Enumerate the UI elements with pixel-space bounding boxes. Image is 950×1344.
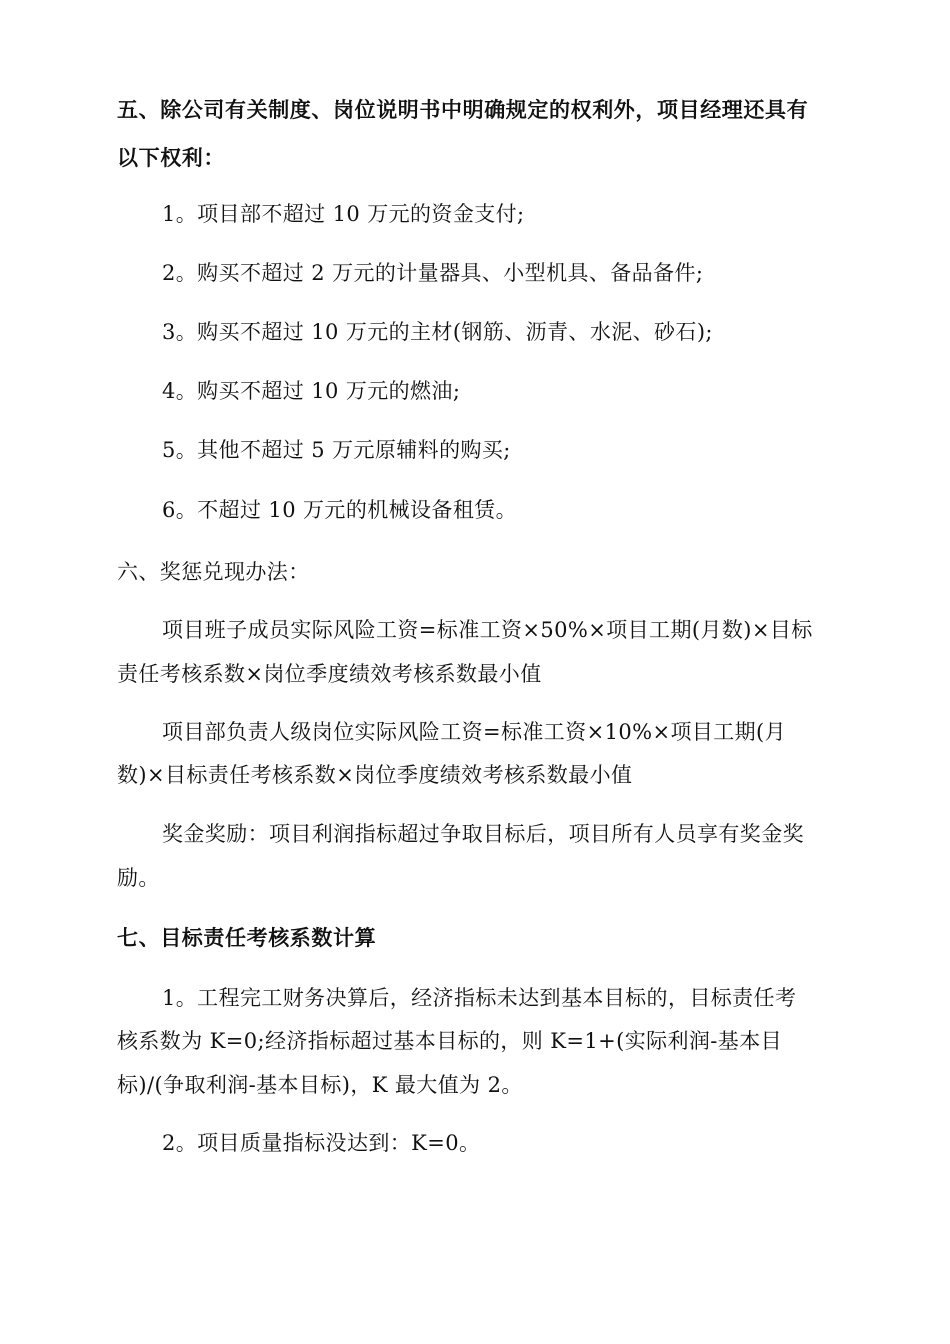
section-5-item-5: 5。其他不超过 5 万元原辅料的购买; (162, 438, 511, 462)
section-6-para-1-line-2: 责任考核系数×岗位季度绩效考核系数最小值 (117, 662, 542, 686)
section-5-heading-line-1: 五、除公司有关制度、岗位说明书中明确规定的权利外，项目经理还具有 (117, 97, 809, 122)
section-6-para-3-line-1: 奖金奖励：项目利润指标超过争取目标后，项目所有人员享有奖金奖 (162, 822, 804, 846)
section-6-para-2-line-1: 项目部负责人级岗位实际风险工资=标准工资×10%×项目工期(月 (162, 720, 787, 744)
section-7-heading: 七、目标责任考核系数计算 (117, 925, 377, 950)
section-7-item-1-line-2: 核系数为 K=0;经济指标超过基本目标的，则 K=1+(实际利润-基本目 (117, 1029, 782, 1053)
section-6-heading: 六、奖惩兑现办法： (117, 560, 310, 584)
section-5-item-4: 4。购买不超过 10 万元的燃油; (162, 379, 461, 403)
section-5-item-2: 2。购买不超过 2 万元的计量器具、小型机具、备品备件; (162, 261, 704, 285)
section-7-item-2: 2。项目质量指标没达到：K=0。 (162, 1131, 481, 1155)
section-5-item-1: 1。项目部不超过 10 万元的资金支付; (162, 202, 525, 226)
section-5-heading-line-2: 以下权利： (117, 145, 225, 170)
section-6-para-3-line-2: 励。 (117, 866, 160, 890)
section-5-item-6: 6。不超过 10 万元的机械设备租赁。 (162, 498, 518, 522)
section-5-item-3: 3。购买不超过 10 万元的主材(钢筋、沥青、水泥、砂石); (162, 320, 713, 344)
section-6-para-1-line-1: 项目班子成员实际风险工资=标准工资×50%×项目工期(月数)×目标 (162, 618, 813, 642)
section-7-item-1-line-1: 1。工程完工财务决算后，经济指标未达到基本目标的，目标责任考 (162, 986, 797, 1010)
section-7-item-1-line-3: 标)/(争取利润-基本目标)，K 最大值为 2。 (117, 1073, 523, 1097)
section-6-para-2-line-2: 数)×目标责任考核系数×岗位季度绩效考核系数最小值 (117, 763, 633, 787)
